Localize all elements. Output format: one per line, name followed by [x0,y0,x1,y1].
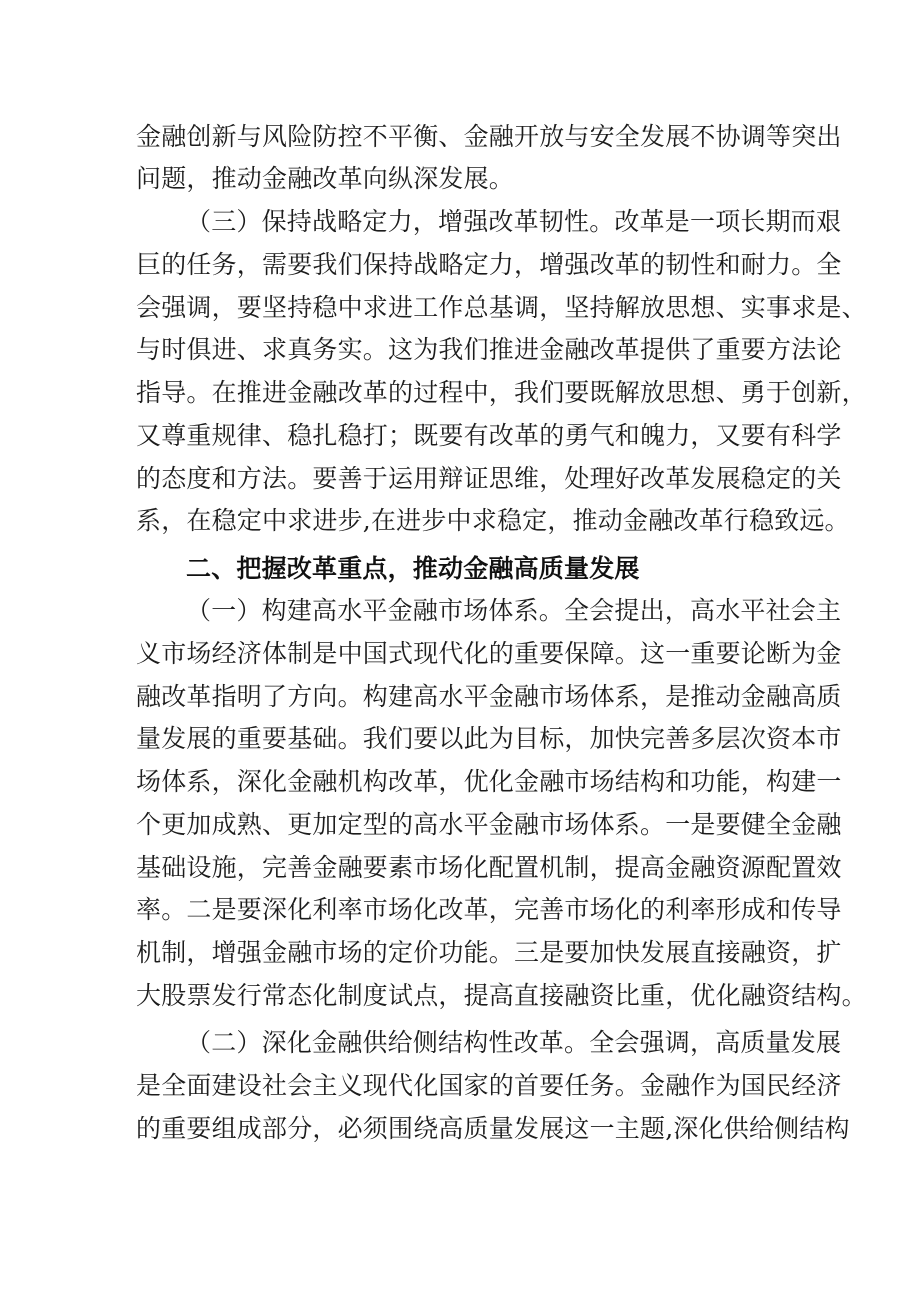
text-line: 金融创新与风险防控不平衡、金融开放与安全发展不协调等突出 [136,122,842,151]
paragraph-first-line: （三）保持战略定力，增强改革韧性。改革是一项长期而艰 [186,207,842,236]
section-heading: 二、把握改革重点，推动金融高质量发展 [186,554,640,583]
text-line: 大股票发行常态化制度试点，提高直接融资比重，优化融资结构。 [136,981,867,1010]
text-line: 场体系，深化金融机构改革，优化金融市场结构和功能，构建一 [136,767,842,796]
text-line: 问题，推动金融改革向纵深发展。 [136,164,515,193]
text-line: 义市场经济体制是中国式现代化的重要保障。这一重要论断为金 [136,639,842,668]
text-line: 机制，增强金融市场的定价功能。三是要加快发展直接融资，扩 [136,938,842,967]
text-line: 与时俱进、求真务实。这为我们推进金融改革提供了重要方法论 [136,335,842,364]
paragraph-first-line: （二）深化金融供给侧结构性改革。全会强调，高质量发展 [186,1028,842,1057]
text-line: 的重要组成部分，必须围绕高质量发展这一主题,深化供给侧结构 [136,1114,850,1143]
text-line: 率。二是要深化利率市场化改革，完善市场化的利率形成和传导 [136,895,842,924]
text-line: 的态度和方法。要善于运用辩证思维，处理好改革发展稳定的关 [136,464,842,493]
text-line: 量发展的重要基础。我们要以此为目标，加快完善多层次资本市 [136,724,842,753]
text-line: 是全面建设社会主义现代化国家的首要任务。金融作为国民经济 [136,1071,842,1100]
text-line: 基础设施，完善金融要素市场化配置机制，提高金融资源配置效 [136,853,842,882]
text-line: 又尊重规律、稳扎稳打；既要有改革的勇气和魄力，又要有科学 [136,421,842,450]
text-line: 指导。在推进金融改革的过程中，我们要既解放思想、勇于创新， [136,378,867,407]
text-line: 系，在稳定中求进步,在进步中求稳定，推动金融改革行稳致远。 [136,506,850,535]
text-line: 会强调，要坚持稳中求进工作总基调，坚持解放思想、实事求是、 [136,293,867,322]
text-line: 巨的任务，需要我们保持战略定力，增强改革的韧性和耐力。全 [136,250,842,279]
text-line: 融改革指明了方向。构建高水平金融市场体系，是推动金融高质 [136,682,842,711]
text-line: 个更加成熟、更加定型的高水平金融市场体系。一是要健全金融 [136,810,842,839]
paragraph-first-line: （一）构建高水平金融市场体系。全会提出，高水平社会主 [186,596,842,625]
